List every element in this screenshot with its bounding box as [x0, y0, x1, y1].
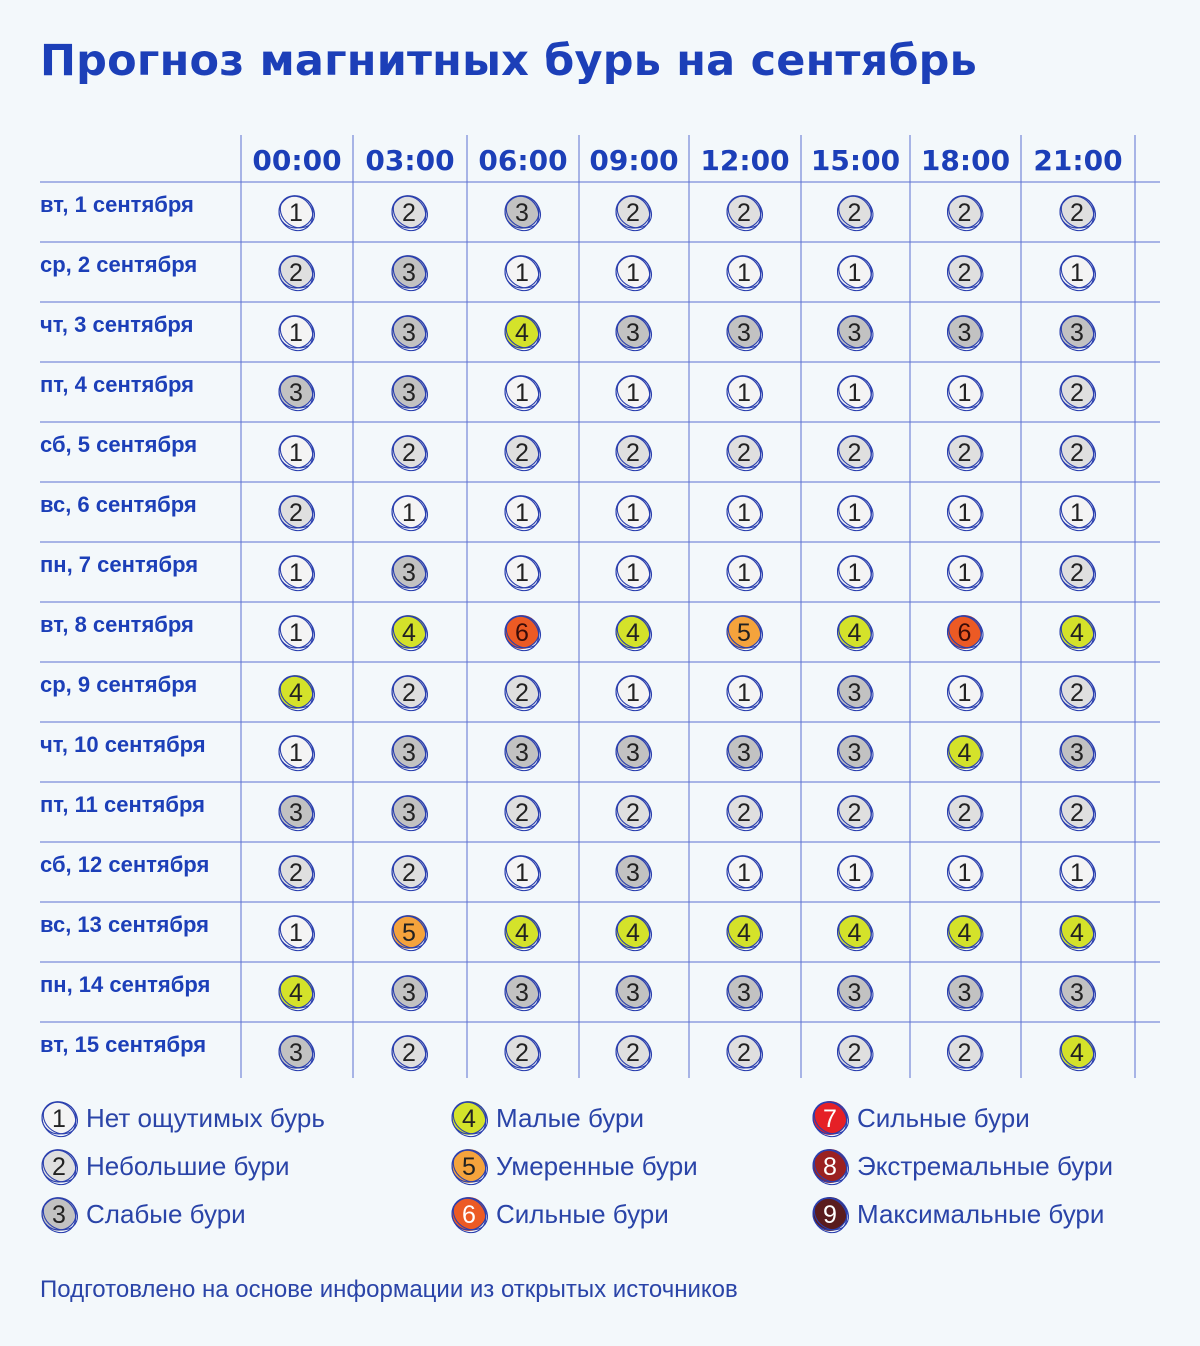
level-value: 3 [847, 319, 862, 347]
level-value: 2 [957, 259, 972, 287]
level-value: 3 [289, 1039, 303, 1067]
legend-label: Умеренные бури [496, 1150, 698, 1181]
level-value: 1 [737, 379, 751, 407]
level-value: 3 [626, 859, 640, 887]
row-date-label: сб, 12 сентября [40, 852, 210, 877]
level-value: 3 [847, 979, 862, 1007]
column-header: 06:00 [478, 144, 568, 177]
level-value: 2 [957, 799, 972, 827]
level-value: 2 [289, 259, 303, 287]
row-date-label: ср, 2 сентября [40, 252, 198, 277]
level-value: 3 [626, 739, 640, 767]
level-value: 1 [515, 499, 529, 527]
table-row [40, 729, 1102, 777]
level-value: 4 [402, 619, 416, 647]
legend-swatch [809, 1097, 851, 1139]
level-value: 4 [515, 919, 529, 947]
level-value: 1 [626, 559, 640, 587]
level-value: 2 [847, 1039, 862, 1067]
level-value: 2 [402, 439, 416, 467]
page-title: Прогноз магнитных бурь на сентябрь [40, 36, 978, 86]
level-value: 3 [402, 559, 416, 587]
level-value: 4 [847, 919, 862, 947]
legend-swatch [38, 1193, 80, 1235]
level-value: 1 [957, 859, 972, 887]
level-value: 2 [847, 199, 862, 227]
level-value: 4 [847, 619, 862, 647]
level-value: 6 [515, 619, 529, 647]
column-header: 00:00 [252, 144, 342, 177]
level-value: 3 [847, 679, 862, 707]
row-date-label: сб, 5 сентября [40, 432, 198, 457]
table-row [40, 789, 1102, 837]
level-value: 2 [737, 799, 751, 827]
level-value: 1 [515, 859, 529, 887]
table-row [40, 429, 1102, 477]
level-value: 2 [957, 1039, 972, 1067]
legend-label: Малые бури [496, 1102, 644, 1133]
level-value: 3 [289, 799, 303, 827]
level-value: 2 [515, 799, 529, 827]
level-value: 1 [737, 559, 751, 587]
legend-level: 1 [52, 1105, 66, 1133]
legend-level: 2 [52, 1153, 66, 1181]
row-date-label: вс, 13 сентября [40, 912, 209, 937]
row-date-label: пт, 11 сентября [40, 792, 205, 817]
legend-item [38, 1193, 246, 1235]
table-row [40, 489, 1102, 537]
table-row [40, 669, 1102, 717]
column-header: 12:00 [700, 144, 790, 177]
level-value: 3 [737, 319, 751, 347]
level-value: 2 [289, 859, 303, 887]
level-value: 3 [957, 319, 972, 347]
legend-label: Сильные бури [857, 1102, 1030, 1133]
level-value: 2 [515, 679, 529, 707]
legend-level: 4 [462, 1105, 476, 1133]
level-value: 3 [402, 799, 416, 827]
legend-swatch [448, 1145, 490, 1187]
level-value: 3 [957, 979, 972, 1007]
level-value: 1 [957, 499, 972, 527]
legend-swatch [809, 1193, 851, 1235]
legend-swatch [38, 1097, 80, 1139]
column-header: 03:00 [365, 144, 455, 177]
legend-label: Небольшие бури [86, 1150, 290, 1181]
level-value: 1 [847, 859, 862, 887]
level-value: 2 [1070, 799, 1084, 827]
column-header: 18:00 [920, 144, 1011, 177]
level-value: 1 [737, 259, 751, 287]
level-value: 2 [626, 1039, 640, 1067]
level-value: 2 [402, 199, 416, 227]
level-value: 1 [847, 259, 862, 287]
legend-level: 3 [52, 1201, 66, 1229]
legend-level: 9 [823, 1201, 837, 1229]
legend-level: 5 [462, 1153, 476, 1181]
level-value: 2 [737, 1039, 751, 1067]
table-row [40, 549, 1102, 597]
level-value: 1 [515, 379, 529, 407]
level-value: 5 [737, 619, 751, 647]
table-row [40, 849, 1102, 897]
level-value: 1 [515, 559, 529, 587]
row-date-label: вт, 8 сентября [40, 612, 194, 637]
level-value: 2 [515, 439, 529, 467]
level-value: 2 [289, 499, 303, 527]
level-value: 4 [1070, 619, 1084, 647]
footnote: Подготовлено на основе информации из открытых источников [40, 1276, 738, 1303]
level-value: 1 [626, 379, 640, 407]
level-value: 2 [737, 199, 751, 227]
level-value: 3 [515, 199, 529, 227]
level-value: 3 [1070, 319, 1084, 347]
level-value: 2 [957, 439, 972, 467]
level-value: 1 [957, 559, 972, 587]
legend-item [448, 1097, 644, 1139]
row-date-label: вт, 15 сентября [40, 1032, 207, 1057]
legend-item [38, 1145, 290, 1187]
level-value: 2 [1070, 559, 1084, 587]
legend-swatch [448, 1097, 490, 1139]
level-value: 1 [737, 499, 751, 527]
row-date-label: чт, 10 сентября [40, 732, 206, 757]
level-value: 3 [402, 379, 416, 407]
level-value: 2 [515, 1039, 529, 1067]
row-date-label: чт, 3 сентября [40, 312, 194, 337]
level-value: 2 [402, 859, 416, 887]
row-date-label: пт, 4 сентября [40, 372, 194, 397]
level-value: 1 [402, 499, 416, 527]
level-value: 1 [957, 679, 972, 707]
level-value: 3 [626, 319, 640, 347]
level-value: 1 [737, 679, 751, 707]
level-value: 2 [847, 799, 862, 827]
level-value: 4 [957, 919, 972, 947]
table-row [40, 369, 1102, 417]
legend-item [809, 1193, 1104, 1235]
level-value: 4 [289, 679, 303, 707]
level-value: 2 [1070, 199, 1084, 227]
legend-swatch [448, 1193, 490, 1235]
table-row [40, 609, 1102, 657]
level-value: 1 [847, 559, 862, 587]
level-value: 4 [1070, 1039, 1084, 1067]
table-row [40, 909, 1102, 957]
level-value: 1 [626, 499, 640, 527]
legend-label: Максимальные бури [857, 1198, 1105, 1229]
level-value: 3 [402, 979, 416, 1007]
legend-level: 7 [823, 1105, 837, 1133]
level-value: 1 [847, 499, 862, 527]
legend-item [809, 1097, 1030, 1139]
legend-item [809, 1145, 1113, 1187]
table-row [40, 249, 1102, 297]
level-value: 2 [626, 799, 640, 827]
level-value: 4 [515, 319, 529, 347]
legend-level: 6 [462, 1201, 476, 1229]
level-value: 1 [289, 919, 303, 947]
level-value: 3 [402, 259, 416, 287]
level-value: 2 [1070, 379, 1084, 407]
level-value: 5 [402, 919, 416, 947]
level-value: 1 [1070, 259, 1084, 287]
level-value: 1 [1070, 859, 1084, 887]
legend-item [448, 1145, 698, 1187]
level-value: 1 [289, 739, 303, 767]
level-value: 2 [1070, 679, 1084, 707]
table-row [40, 969, 1102, 1017]
level-value: 1 [289, 319, 303, 347]
level-value: 2 [957, 199, 972, 227]
level-value: 1 [626, 259, 640, 287]
table-row [40, 1029, 1102, 1077]
level-value: 3 [737, 739, 751, 767]
level-value: 1 [289, 559, 303, 587]
level-value: 4 [626, 919, 640, 947]
level-value: 4 [626, 619, 640, 647]
level-value: 1 [515, 259, 529, 287]
legend-level: 8 [823, 1153, 837, 1181]
legend-label: Сильные бури [496, 1198, 669, 1229]
legend-swatch [38, 1145, 80, 1187]
level-value: 3 [1070, 979, 1084, 1007]
level-value: 3 [402, 739, 416, 767]
level-value: 1 [626, 679, 640, 707]
level-value: 2 [737, 439, 751, 467]
level-value: 3 [515, 739, 529, 767]
legend-swatch [809, 1145, 851, 1187]
row-date-label: пн, 14 сентября [40, 972, 211, 997]
legend-item [38, 1097, 325, 1139]
level-value: 2 [1070, 439, 1084, 467]
table-row [40, 309, 1102, 357]
level-value: 1 [289, 619, 303, 647]
level-value: 2 [626, 199, 640, 227]
level-value: 3 [737, 979, 751, 1007]
level-value: 3 [626, 979, 640, 1007]
level-value: 3 [847, 739, 862, 767]
level-value: 3 [402, 319, 416, 347]
level-value: 6 [957, 619, 972, 647]
level-value: 4 [957, 739, 972, 767]
level-value: 4 [289, 979, 303, 1007]
level-value: 2 [626, 439, 640, 467]
row-date-label: пн, 7 сентября [40, 552, 199, 577]
legend-label: Экстремальные бури [857, 1150, 1113, 1181]
level-value: 2 [402, 1039, 416, 1067]
level-value: 2 [402, 679, 416, 707]
table-row [40, 189, 1102, 237]
column-header: 15:00 [810, 144, 901, 177]
legend-label: Нет ощутимых бурь [86, 1102, 325, 1133]
level-value: 2 [847, 439, 862, 467]
level-value: 4 [737, 919, 751, 947]
row-date-label: ср, 9 сентября [40, 672, 198, 697]
level-value: 1 [1070, 499, 1084, 527]
level-value: 1 [289, 199, 303, 227]
level-value: 1 [847, 379, 862, 407]
legend-label: Слабые бури [86, 1198, 246, 1229]
level-value: 3 [515, 979, 529, 1007]
row-date-label: вс, 6 сентября [40, 492, 197, 517]
row-date-label: вт, 1 сентября [40, 192, 194, 217]
legend-item [448, 1193, 669, 1235]
level-value: 1 [737, 859, 751, 887]
level-value: 3 [1070, 739, 1084, 767]
level-value: 4 [1070, 919, 1084, 947]
level-value: 1 [957, 379, 972, 407]
level-value: 1 [289, 439, 303, 467]
level-value: 3 [289, 379, 303, 407]
column-header: 09:00 [589, 144, 679, 177]
column-header: 21:00 [1033, 144, 1123, 177]
